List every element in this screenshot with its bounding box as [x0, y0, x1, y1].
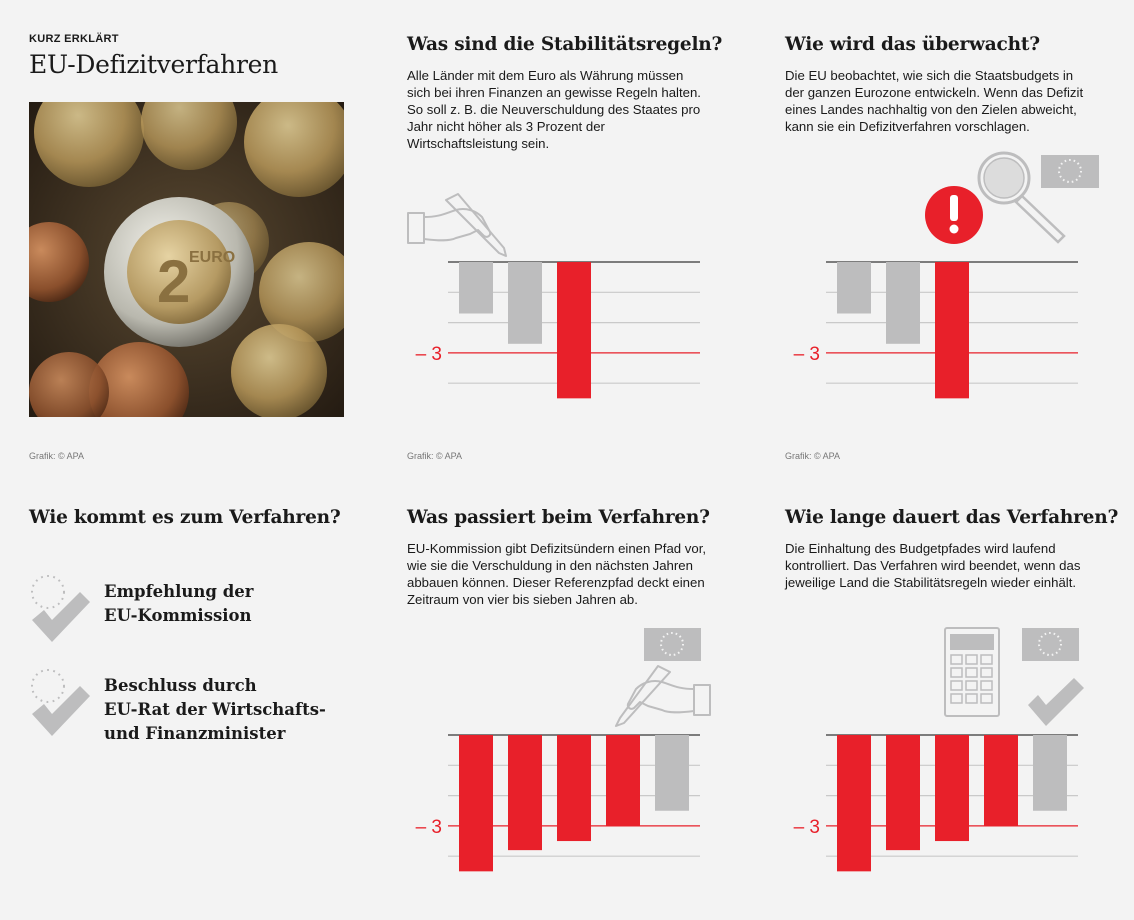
panel-3-title: Wie kommt es zum Verfahren?: [29, 507, 341, 528]
eu-flag-icon: [644, 628, 701, 661]
step-1-icon: [28, 572, 92, 646]
eu-stars-icon: [32, 670, 64, 702]
eu-stars-icon: [32, 576, 64, 608]
panel-2-graphic: [778, 140, 1118, 410]
credit-3: Grafik: © APA: [785, 451, 840, 461]
threshold-label: – 3: [415, 343, 442, 365]
warning-exclamation-icon: [925, 186, 983, 244]
hand-writing-pen-icon: [616, 666, 710, 726]
threshold-label: – 3: [793, 816, 820, 838]
euro-coins-photo: [29, 102, 344, 417]
checkmark-icon: [32, 592, 90, 642]
panel-4-text: EU-Kommission gibt Defizitsündern einen Pfad vor, wie sie die Verschuldung in den nächsten Jahren abbauen können. Dieser Referenzpfad deckt einen Zeitraum von vier bis sieben Jahren ab.: [407, 541, 707, 607]
step-2-icon: [28, 666, 92, 740]
deficit-bar: [557, 735, 591, 841]
deficit-bar: [1033, 735, 1067, 811]
svg-text:EURO: EURO: [189, 249, 236, 266]
credit-2: Grafik: © APA: [407, 451, 462, 461]
calculator-icon: [945, 628, 999, 716]
deficit-bar: [459, 735, 493, 871]
step-1-text: Empfehlung der EU-Kommission: [104, 582, 254, 625]
checkmark-icon: [1028, 678, 1084, 726]
main-title: EU-Defizitverfahren: [29, 50, 278, 79]
deficit-bar: [837, 262, 871, 314]
panel-4-graphic: [400, 615, 720, 885]
deficit-bar: [886, 735, 920, 850]
threshold-label: – 3: [415, 816, 442, 838]
deficit-bar: [837, 735, 871, 871]
checkmark-icon: [32, 686, 90, 736]
eu-flag-icon: [1022, 628, 1079, 661]
threshold-label: – 3: [793, 343, 820, 365]
deficit-bar: [508, 262, 542, 344]
eu-flag-icon: [1041, 155, 1099, 188]
panel-5-graphic: [778, 615, 1118, 885]
panel-1-text: Alle Länder mit dem Euro als Währung müssen sich bei ihren Finanzen an gewisse Regeln halten. So soll z. B. die Neuverschuldung des Staates pro Jahr nicht höher als 3 Prozent der Wirtschaftsleistung sein.: [407, 68, 701, 151]
step-2-text: Beschluss durch EU-Rat der Wirtschafts- und Finanzminister: [104, 676, 326, 743]
panel-1-title: Was sind die Stabilitätsregeln?: [407, 34, 723, 55]
deficit-bar: [935, 262, 969, 398]
kicker: KURZ ERKLÄRT: [29, 33, 119, 45]
panel-5-title: Wie lange dauert das Verfahren?: [785, 507, 1119, 528]
deficit-bar: [606, 735, 640, 826]
panel-5-text: Die Einhaltung des Budgetpfades wird laufend kontrolliert. Das Verfahren wird beendet, wenn das jeweilige Land die Stabilitätsregeln wieder einhält.: [785, 541, 1081, 590]
svg-text:2: 2: [157, 248, 191, 315]
deficit-bar: [984, 735, 1018, 826]
deficit-bar: [655, 735, 689, 811]
panel-1-graphic: [400, 190, 720, 410]
deficit-bar: [459, 262, 493, 314]
deficit-bar: [508, 735, 542, 850]
hand-writing-pen-icon: [408, 194, 506, 256]
panel-2-title: Wie wird das überwacht?: [785, 34, 1040, 55]
deficit-bar: [886, 262, 920, 344]
deficit-bar: [935, 735, 969, 841]
panel-4-title: Was passiert beim Verfahren?: [407, 507, 710, 528]
deficit-bar: [557, 262, 591, 398]
credit-1: Grafik: © APA: [29, 451, 84, 461]
panel-2-text: Die EU beobachtet, wie sich die Staatsbudgets in der ganzen Eurozone entwickeln. Wenn das Defizit eines Landes nachhaltig von den Zielen abweicht, kann sie ein Defizitverfahren vorschlagen.: [785, 68, 1084, 134]
